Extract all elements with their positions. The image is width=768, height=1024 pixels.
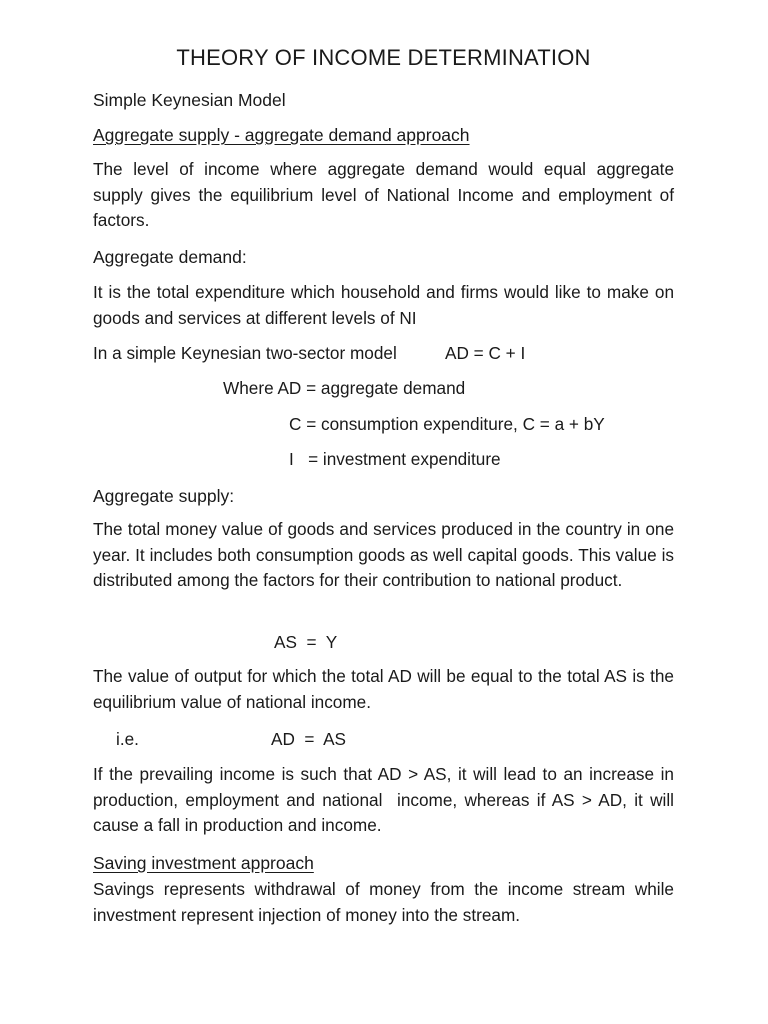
ie-label: i.e. <box>116 729 139 749</box>
aggregate-demand-heading: Aggregate demand: <box>93 247 247 267</box>
page-title: THEORY OF INCOME DETERMINATION <box>176 45 591 70</box>
as-equation: AS = Y <box>274 632 338 652</box>
aggregate-supply-heading: Aggregate supply: <box>93 486 235 506</box>
saving-investment-heading: Saving investment approach <box>93 853 314 873</box>
saving-investment-paragraph: Savings represents withdrawal of money from the income stream while investment represent injection of money into the stream. <box>93 879 674 925</box>
consumption-line: C = consumption expenditure, C = a + bY <box>289 414 605 434</box>
prevailing-paragraph: If the prevailing income is such that AD > AS, it will lead to an increase in production, employment and national income, whereas if AS > AD, it will cause a fall in production and income. <box>93 764 679 836</box>
intro-paragraph: The level of income where aggregate demand would equal aggregate supply gives the equilibrium level of National Income and employment of factors. <box>93 159 674 231</box>
investment-line: I = investment expenditure <box>289 449 501 469</box>
aggregate-demand-paragraph: It is the total expenditure which household and firms would like to make on goods and services at different levels of NI <box>93 282 674 328</box>
where-ad-line: Where AD = aggregate demand <box>223 378 466 398</box>
approach-heading: Aggregate supply - aggregate demand approach <box>93 125 470 145</box>
ie-equation: AD = AS <box>271 729 346 749</box>
model-heading: Simple Keynesian Model <box>93 90 286 110</box>
equilibrium-paragraph: The value of output for which the total AD will be equal to the total AS is the equilibrium value of national income. <box>93 666 674 712</box>
aggregate-supply-paragraph: The total money value of goods and services produced in the country in one year. It includes both consumption goods as well capital goods. This value is distributed among the factors for their contribution to national product. <box>93 519 674 591</box>
model-line: In a simple Keynesian two-sector model <box>93 343 397 363</box>
ad-equation: AD = C + I <box>445 343 526 363</box>
